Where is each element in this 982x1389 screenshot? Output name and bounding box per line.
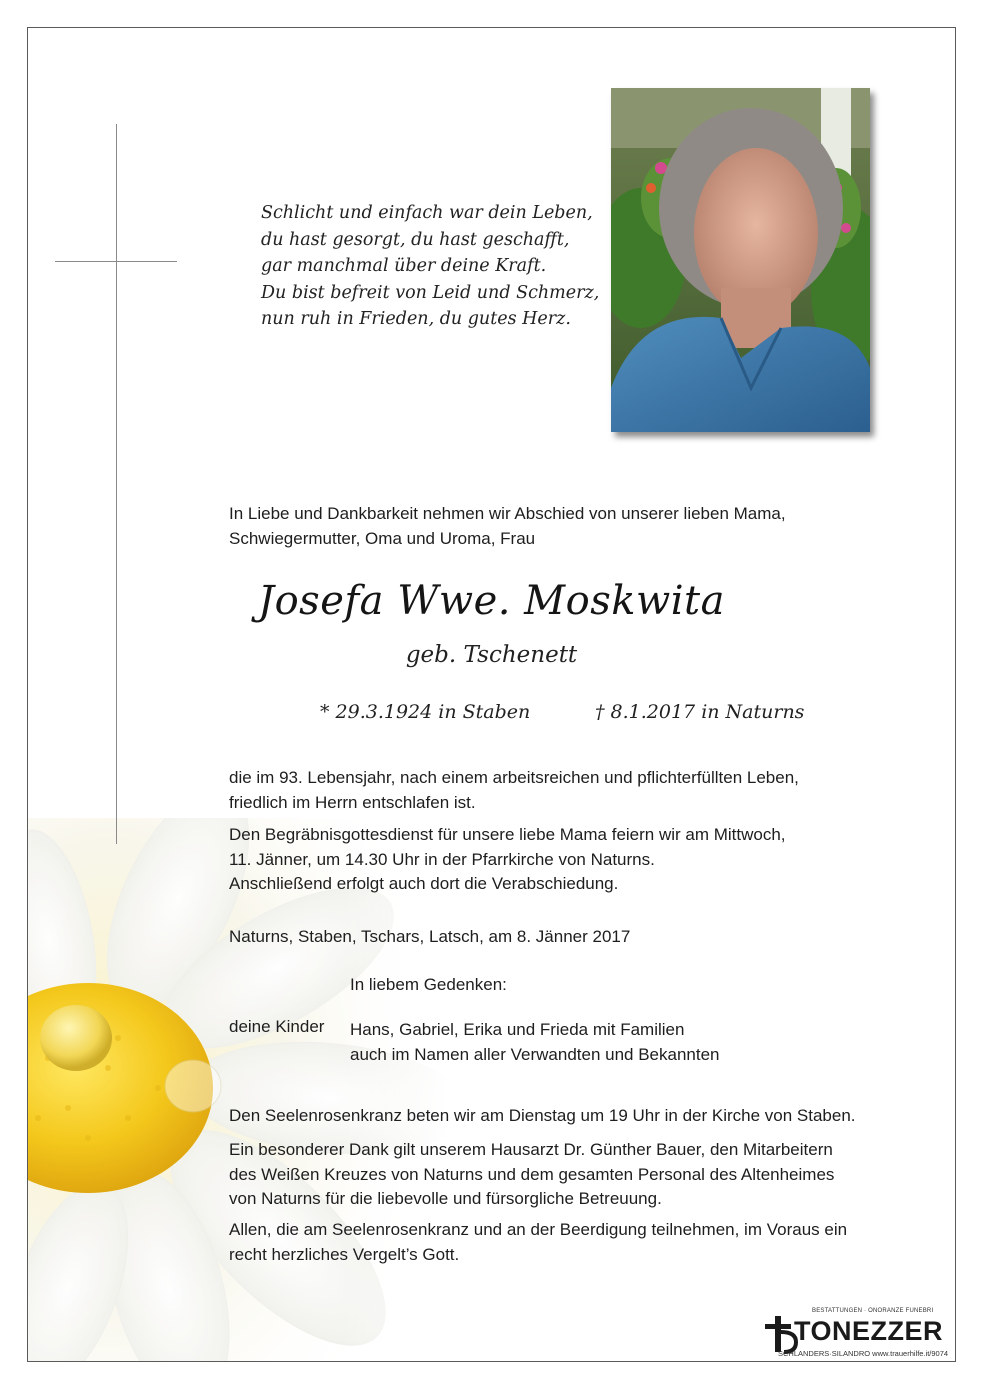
text-line: von Naturns für die liebevolle und fürsorgliche Betreuung.	[229, 1189, 662, 1208]
birth-date: * 29.3.1924 in Staben	[320, 701, 531, 723]
deceased-name: Josefa Wwe. Moskwita	[258, 578, 725, 624]
cross-icon	[116, 124, 117, 844]
text-line: Naturns, Staben, Tschars, Latsch, am 8. Jänner 2017	[229, 927, 631, 946]
death-date: † 8.1.2017 in Naturns	[595, 701, 805, 723]
text-line: In liebem Gedenken:	[350, 975, 507, 994]
text-line: 11. Jänner, um 14.30 Uhr in der Pfarrkirche von Naturns.	[229, 849, 655, 869]
text-line: des Weißen Kreuzes von Naturns und dem gesamten Personal des Altenheimes	[229, 1164, 835, 1184]
place-date	[229, 925, 919, 950]
intro-paragraph	[229, 502, 919, 551]
text-line: Den Seelenrosenkranz beten wir am Dienstag um 19 Uhr in der Kirche von Staben.	[229, 1106, 856, 1125]
text-line: Den Begräbnisgottesdienst für unsere liebe Mama feiern wir am Mittwoch,	[229, 825, 786, 844]
daisy-flower-illustration	[28, 818, 448, 1362]
poem-line: gar manchmal über deine Kraft.	[261, 256, 547, 276]
obituary-card	[27, 27, 956, 1362]
text-line: Anschließend erfolgt auch dort die Verabschiedung.	[229, 874, 619, 893]
text-line: die im 93. Lebensjahr, nach einem arbeitsreichen und pflichterfüllten Leben,	[229, 768, 799, 787]
funeral-home-logo	[758, 1308, 956, 1358]
poem-line: nun ruh in Frieden, du gutes Herz.	[261, 309, 571, 329]
thanks-paragraph	[229, 1138, 919, 1212]
logo-name: TONEZZER	[794, 1316, 944, 1346]
memory-line	[350, 973, 956, 998]
portrait-photo	[611, 88, 870, 432]
age-paragraph	[229, 766, 919, 815]
text-line: auch im Namen aller Verwandten und Bekannten	[350, 1045, 720, 1064]
intro-line: Schwiegermutter, Oma und Uroma, Frau	[229, 528, 536, 548]
kids-label: deine Kinder	[229, 1017, 325, 1036]
intro-line: In Liebe und Dankbarkeit nehmen wir Abschied von unserer lieben Mama,	[229, 504, 786, 523]
rosary-paragraph	[229, 1104, 919, 1129]
poem-line: du hast gesorgt, du hast geschafft,	[261, 229, 570, 250]
text-line: Hans, Gabriel, Erika und Frieda mit Familien	[350, 1020, 685, 1039]
service-paragraph	[229, 823, 919, 897]
cross-icon-bar	[55, 261, 177, 262]
logo-footer: SCHLANDERS·SILANDRO www.trauerhilfe.it/9074	[778, 1349, 949, 1358]
birth-name: geb. Tschenett	[405, 642, 578, 668]
kids-names	[350, 1017, 720, 1067]
logo-tagline: BESTATTUNGEN · ONORANZE FUNEBRI	[812, 1308, 934, 1314]
poem-line: Schlicht und einfach war dein Leben,	[261, 203, 593, 223]
text-line: recht herzliches Vergelt’s Gott.	[229, 1244, 460, 1264]
text-line: Allen, die am Seelenrosenkranz und an der Beerdigung teilnehmen, im Voraus ein	[229, 1220, 848, 1239]
text-line: Ein besonderer Dank gilt unserem Hausarzt Dr. Günther Bauer, den Mitarbeitern	[229, 1140, 833, 1159]
text-line: friedlich im Herrn entschlafen ist.	[229, 792, 476, 812]
poem-line: Du bist befreit von Leid und Schmerz,	[261, 282, 600, 303]
memorial-poem	[261, 200, 621, 333]
closing-paragraph	[229, 1218, 919, 1267]
